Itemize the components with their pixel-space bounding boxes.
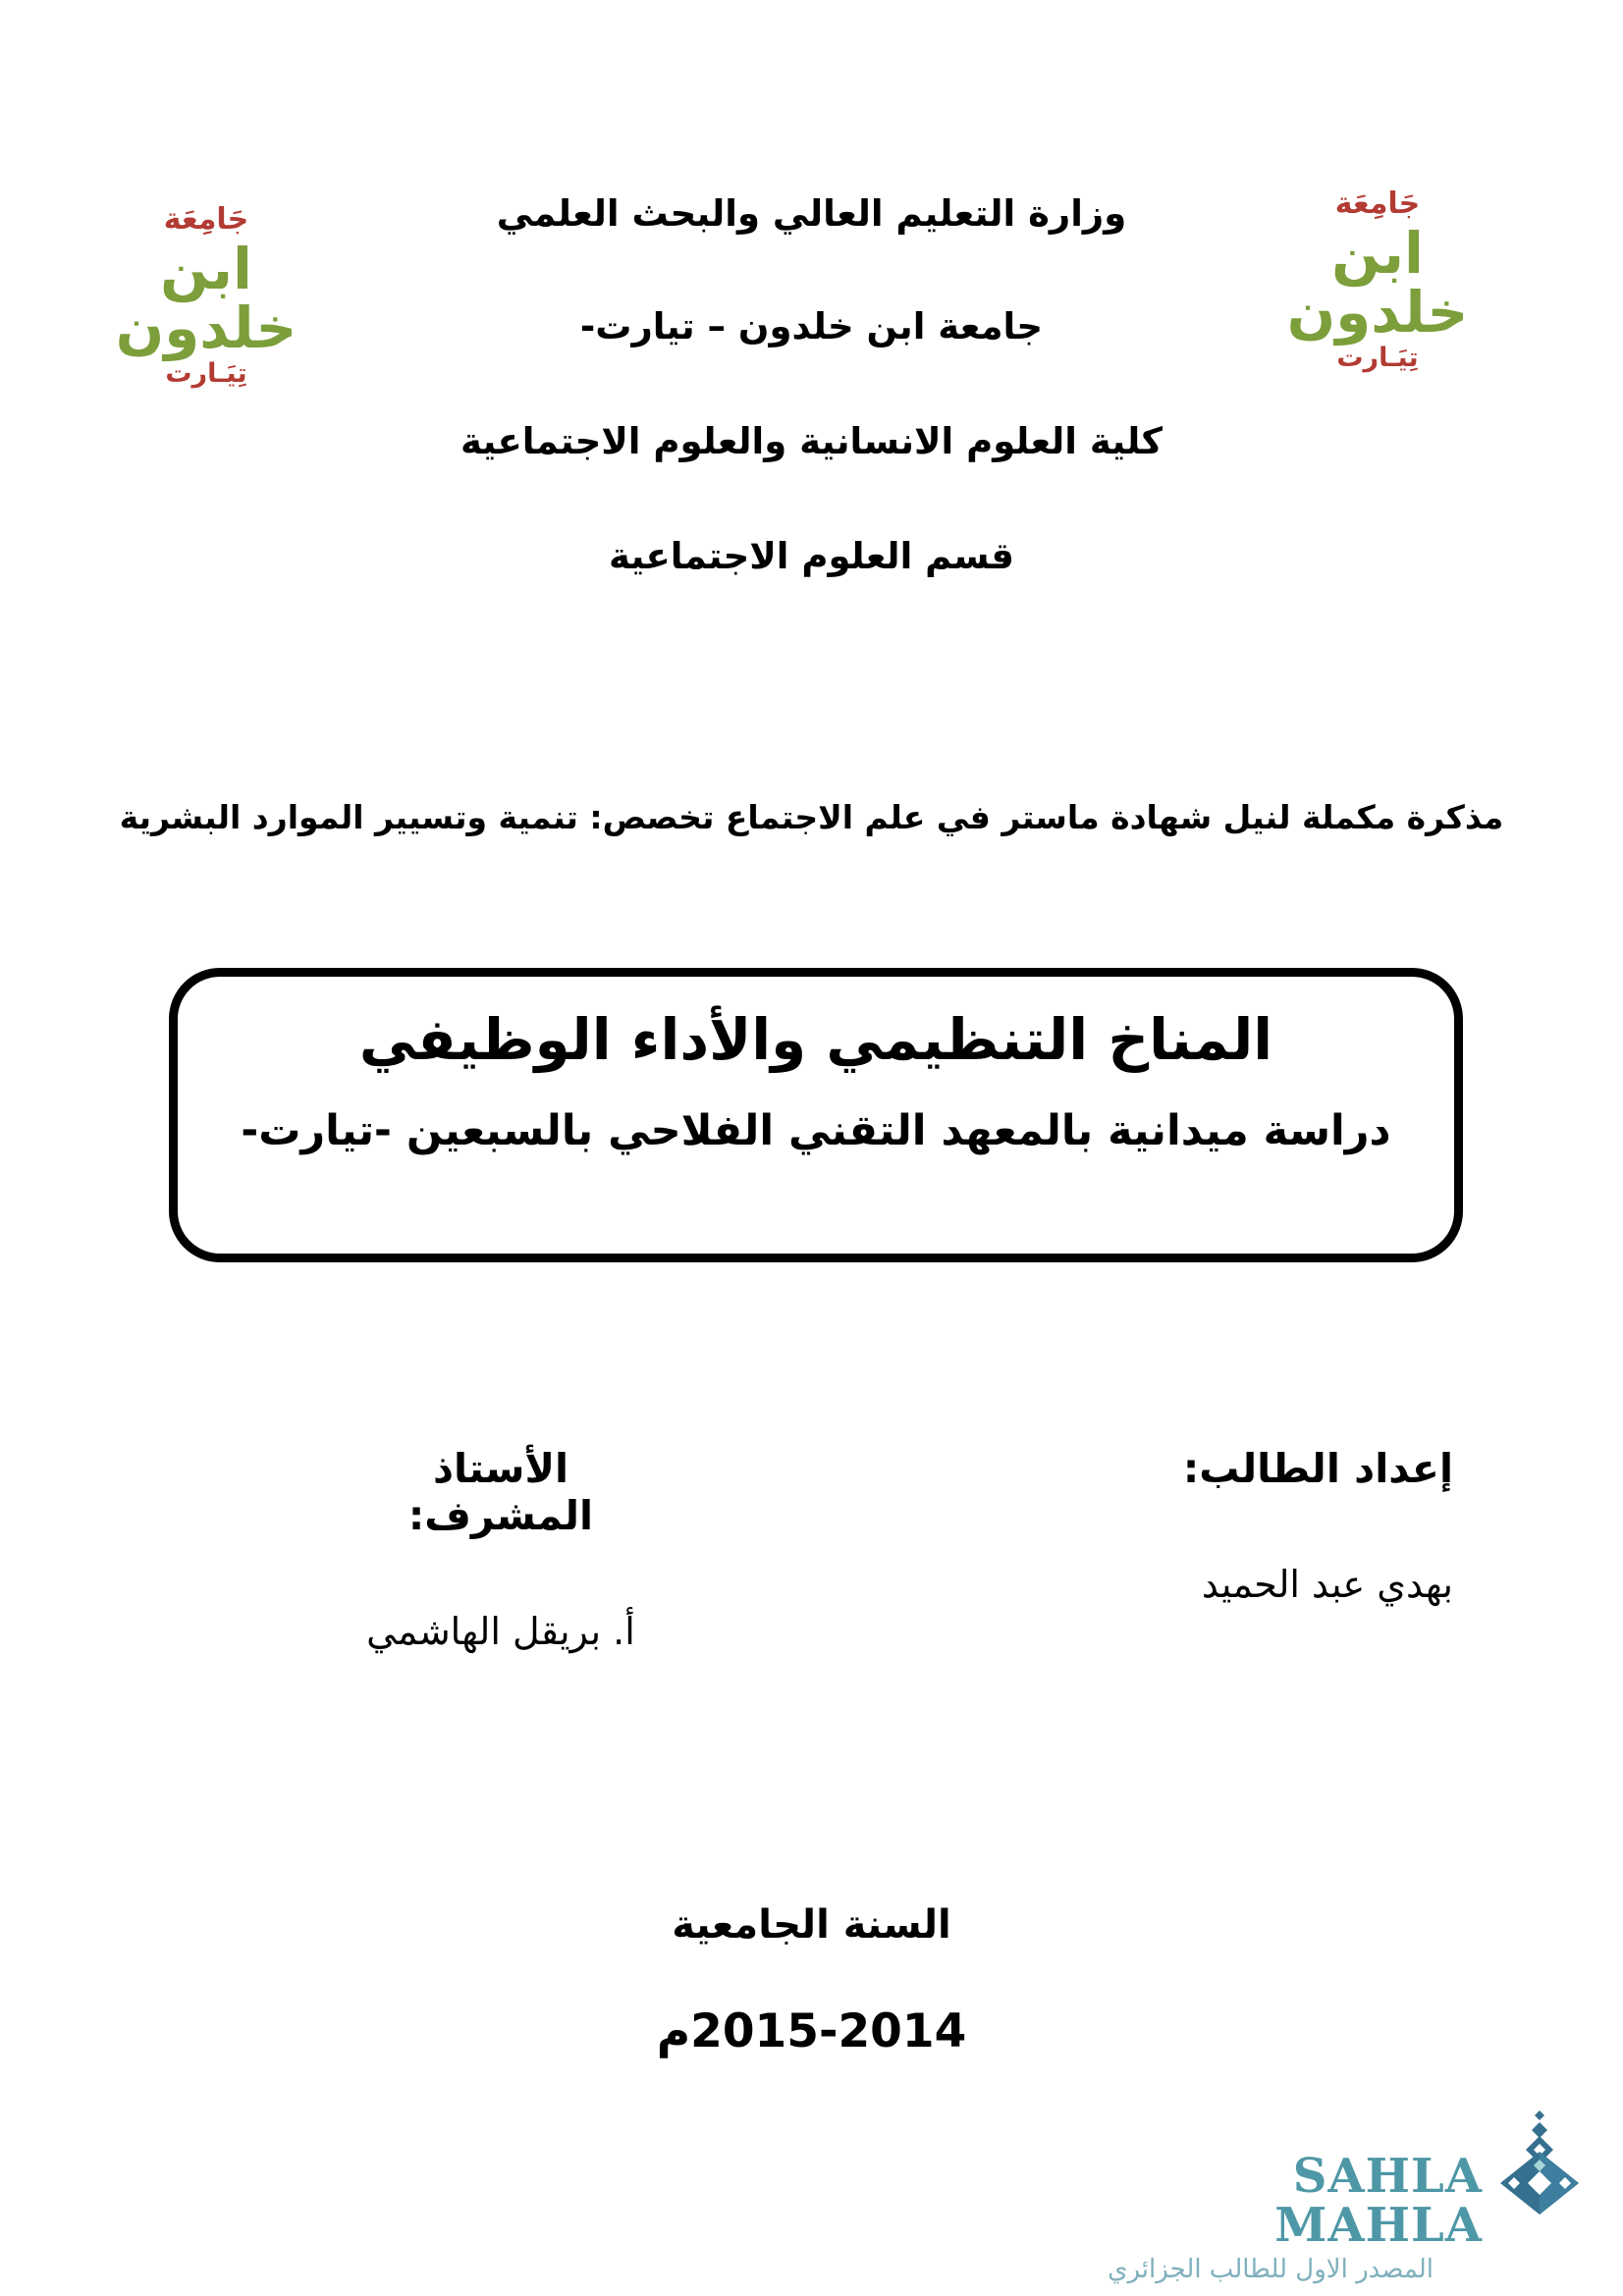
academic-year-value: 2015-2014م — [656, 2004, 967, 2058]
title-box — [169, 968, 1463, 1262]
academic-year-label: السنة الجامعية — [672, 1902, 951, 1948]
thesis-subtitle: دراسة ميدانية بالمعهد التقني الفلاحي بالسبعين -تيارت- — [241, 1106, 1391, 1155]
supervisor-column — [334, 1445, 668, 1653]
logo-word-university: جَامِعَة — [1334, 187, 1421, 221]
logo-word-ibn-khaldoun: ابن خلدون — [1286, 219, 1469, 347]
sahla-mahla-tagline: المصدر الاول للطالب الجزائري — [1108, 2254, 1434, 2284]
logo-word-tiaret: تِيَـارت — [1336, 343, 1419, 374]
thesis-title: المناخ التنظيمي والأداء الوظيفي — [358, 1006, 1273, 1073]
logo-word-ibn-khaldoun: ابن خلدون — [115, 235, 298, 362]
logo-word-tiaret: تِيَـارت — [165, 358, 247, 390]
logo-word-university: جَامِعَة — [163, 202, 249, 237]
sahla-mahla-logo-icon — [1494, 2110, 1585, 2220]
university-line: جامعة ابن خلدون – تيارت- — [579, 305, 1044, 347]
faculty-line: كلية العلوم الانسانية والعلوم الاجتماعية — [460, 420, 1163, 462]
thesis-note: مذكرة مكملة لنيل شهادة ماستر في علم الاجتماع تخصص: تنمية وتسيير الموارد البشرية — [119, 798, 1504, 836]
ministry-line: وزارة التعليم العالي والبحث العلمي — [496, 192, 1127, 235]
sahla-mahla-watermark — [1100, 2149, 1483, 2284]
student-label: إعداد الطالب: — [1182, 1445, 1453, 1492]
student-name: بهدي عبد الحميد — [1201, 1563, 1453, 1606]
supervisor-name: أ. بريقل الهاشمي — [366, 1610, 635, 1653]
supervisor-label: الأستاذ المشرف: — [407, 1445, 594, 1539]
sahla-mahla-brand: SAHLA MAHLA — [1274, 2149, 1483, 2254]
student-column — [1183, 1445, 1453, 1606]
department-line: قسم العلوم الاجتماعية — [608, 535, 1015, 577]
